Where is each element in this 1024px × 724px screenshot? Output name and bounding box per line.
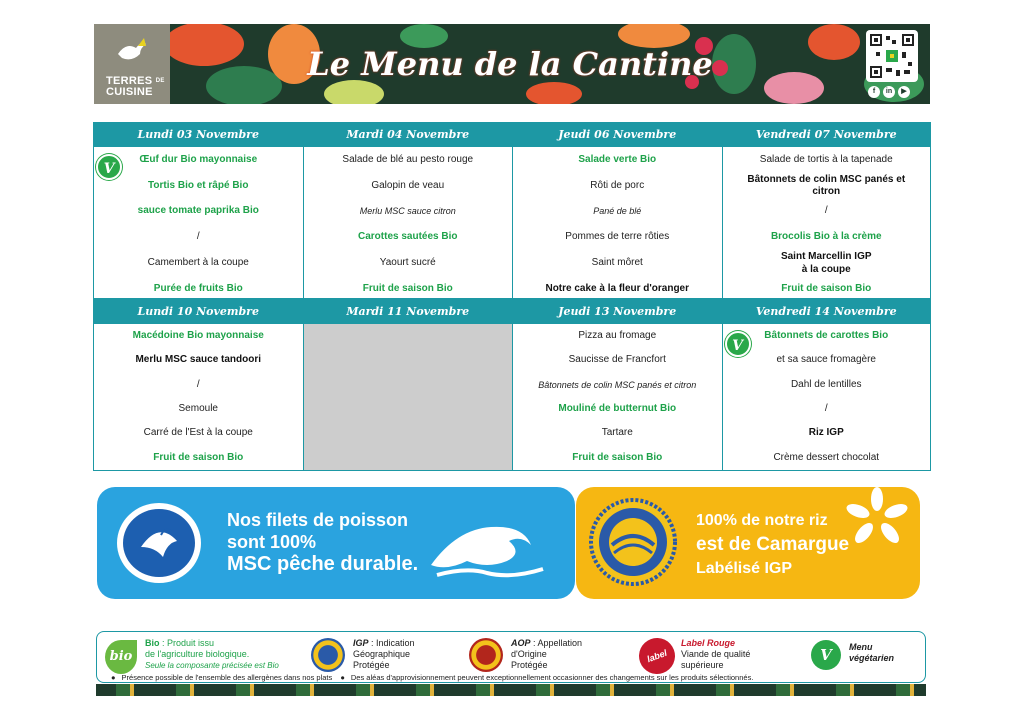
legend-box: [96, 631, 926, 683]
day-header: Mardi 11 Novembre: [304, 299, 513, 324]
day-header: Lundi 03 Novembre: [94, 122, 303, 147]
week-row: [93, 299, 931, 471]
msc-fish-logo: [111, 497, 207, 589]
menu-dish: Tortis Bio et râpé Bio: [148, 179, 249, 191]
facebook-icon[interactable]: f: [868, 86, 880, 98]
dove-icon: [114, 34, 150, 70]
vegetarian-badge-icon: V: [96, 154, 122, 180]
legend-aop-line3: Protégée: [511, 660, 548, 670]
menu-dish: Brocolis Bio à la crème: [770, 231, 882, 243]
day-column: [303, 122, 513, 299]
logo-text-de: DE: [155, 78, 165, 84]
day-header: Jeudi 13 Novembre: [513, 299, 722, 324]
legend-igp-text: : Indication: [368, 638, 415, 648]
legend-lr-title: Label Rouge: [681, 638, 736, 648]
msc-promo-text: [227, 509, 437, 575]
social-links: [868, 86, 910, 98]
day-header: Vendredi 14 Novembre: [723, 299, 931, 324]
menu-dish: Salade de blé au pesto rouge: [342, 153, 474, 165]
terres-de-cuisine-logo: [94, 24, 170, 104]
day-dishes: [304, 147, 513, 298]
menu-dish: et sa sauce fromagère: [776, 354, 876, 366]
legend-footer: ● Présence possible de l'ensemble des allergènes dans nos plats ● Des aléas d'approvisionnement peuvent exceptionnellement occasionner des changements sur les produits sélectionnés.: [111, 673, 754, 682]
legend-bio-line3: Seule la composante précisée est Bio: [145, 661, 279, 670]
legend-igp-title: IGP: [353, 638, 369, 648]
menu-dish: Fruit de saison Bio: [572, 451, 663, 463]
legend-veg-line2: végétarien: [849, 653, 895, 663]
youtube-icon[interactable]: ▶: [898, 86, 910, 98]
aop-label-icon: [469, 638, 503, 672]
bio-logo: bio: [105, 640, 137, 674]
day-header: Lundi 10 Novembre: [94, 299, 303, 324]
day-dishes: [94, 324, 303, 470]
legend-bio-title: Bio: [145, 638, 160, 648]
day-column: [512, 299, 722, 471]
menu-dish: /: [196, 378, 200, 390]
bottom-decoration: [96, 684, 926, 696]
menu-dish: Pizza au fromage: [578, 330, 657, 342]
menu-dish: Riz IGP: [808, 427, 844, 439]
day-dishes: [513, 147, 722, 298]
qr-code-icon: [870, 34, 914, 78]
menu-dish: Bâtonnets de carottes Bio: [764, 330, 889, 342]
menu-dish: Galopin de veau: [371, 179, 445, 191]
menu-dish: Yaourt sucré: [379, 257, 436, 269]
igp-promo-text: [696, 509, 856, 581]
day-dishes: [723, 147, 931, 298]
legend-aop-line2: d'Origine: [511, 649, 547, 659]
menu-dish: Tartare: [601, 427, 633, 439]
day-column: [303, 299, 513, 471]
menu-dish: Camembert à la coupe: [147, 257, 249, 269]
day-column: [93, 299, 303, 471]
igp-line1: 100% de notre riz: [696, 512, 828, 529]
qr-code[interactable]: [866, 30, 918, 82]
legend-bio-line2: de l'agriculture biologique.: [145, 649, 250, 659]
igp-seal-icon: [588, 497, 678, 587]
menu-dish: Saint Marcellin IGP à la coupe: [780, 251, 872, 276]
legend-igp-line2: Géographique: [353, 649, 411, 659]
supply-notice: Des aléas d'approvisionnement peuvent exceptionnellement occasionner des changements sur les produits sélectionnés.: [350, 673, 754, 682]
menu-dish: Saucisse de Francfort: [568, 354, 666, 366]
menu-dish: Pommes de terre rôties: [565, 231, 670, 243]
logo-text-cuisine: CUISINE: [106, 86, 153, 98]
day-dishes: [513, 324, 722, 470]
legend-lr-line2: Viande de qualité: [681, 649, 751, 659]
menu-dish: Pané de blé: [593, 206, 642, 217]
logo-text-terres: TERRES: [106, 75, 153, 87]
menu-dish: Carottes sautées Bio: [358, 231, 458, 243]
igp-line3: Labélisé IGP: [696, 560, 793, 577]
day-column: [93, 122, 303, 299]
menu-dish: Salade verte Bio: [578, 153, 657, 165]
menu-dish: /: [824, 403, 828, 415]
day-header: Vendredi 07 Novembre: [723, 122, 931, 147]
msc-line1: Nos filets de poisson: [227, 510, 409, 530]
menu-dish: Saint môret: [591, 257, 643, 269]
menu-dish: Rôti de porc: [590, 179, 645, 191]
legend-igp-line3: Protégée: [353, 660, 390, 670]
closed-day-cell: [304, 324, 513, 470]
rice-flower-icon: [846, 487, 908, 549]
wave-icon: [427, 509, 547, 581]
day-column: [722, 299, 932, 471]
allergen-notice: Présence possible de l'ensemble des allergènes dans nos plats: [121, 673, 333, 682]
label-rouge-icon: label: [634, 633, 680, 679]
day-dishes: [94, 147, 303, 298]
legend-aop-text: : Appellation: [530, 638, 583, 648]
menu-dish: Bâtonnets de colin MSC panés et citron: [538, 379, 697, 390]
menu-dish: sauce tomate paprika Bio: [137, 205, 259, 217]
legend-aop-title: AOP: [511, 638, 531, 648]
menu-table: [93, 122, 931, 471]
menu-dish: Carré de l'Est à la coupe: [143, 427, 253, 439]
msc-line3: MSC pêche durable.: [227, 553, 419, 575]
menu-dish: /: [196, 231, 200, 243]
menu-dish: Mouliné de butternut Bio: [558, 403, 677, 415]
day-dishes: [723, 324, 931, 470]
day-header: Jeudi 06 Novembre: [513, 122, 722, 147]
menu-dish: Dahl de lentilles: [790, 378, 862, 390]
menu-dish: Macédoine Bio mayonnaise: [132, 330, 264, 342]
vegetarian-icon: V: [811, 640, 841, 670]
menu-dish: Fruit de saison Bio: [781, 282, 872, 294]
igp-line2: est de Camargue: [696, 534, 850, 555]
menu-dish: Œuf dur Bio mayonnaise: [139, 153, 258, 165]
igp-promo-banner: [576, 487, 920, 599]
menu-dish: Fruit de saison Bio: [153, 451, 244, 463]
menu-dish: Crème dessert chocolat: [773, 451, 880, 463]
legend-bio-text: : Produit issu: [159, 638, 215, 648]
menu-dish: Merlu MSC sauce citron: [359, 206, 456, 217]
menu-dish: Purée de fruits Bio: [153, 282, 243, 294]
legend-veg-line1: Menu: [849, 642, 873, 652]
linkedin-icon[interactable]: in: [883, 86, 895, 98]
day-column: [512, 122, 722, 299]
page-title: Le Menu de la Cantine: [307, 45, 713, 83]
legend-lr-line3: supérieure: [681, 660, 724, 670]
week-row: [93, 122, 931, 299]
igp-label-icon: [311, 638, 345, 672]
menu-dish: Notre cake à la fleur d'oranger: [545, 282, 690, 294]
menu-dish: Salade de tortis à la tapenade: [759, 153, 893, 165]
msc-line2: sont 100%: [227, 532, 317, 552]
menu-dish: /: [824, 205, 828, 217]
menu-dish: Fruit de saison Bio: [362, 282, 453, 294]
day-column: [722, 122, 932, 299]
vegetarian-badge-icon: V: [725, 331, 751, 357]
menu-dish: Merlu MSC sauce tandoori: [135, 354, 262, 366]
menu-dish: Bâtonnets de colin MSC panés et citron: [747, 173, 906, 197]
msc-promo-banner: [97, 487, 575, 599]
day-header: Mardi 04 Novembre: [304, 122, 513, 147]
menu-dish: Semoule: [178, 403, 218, 415]
